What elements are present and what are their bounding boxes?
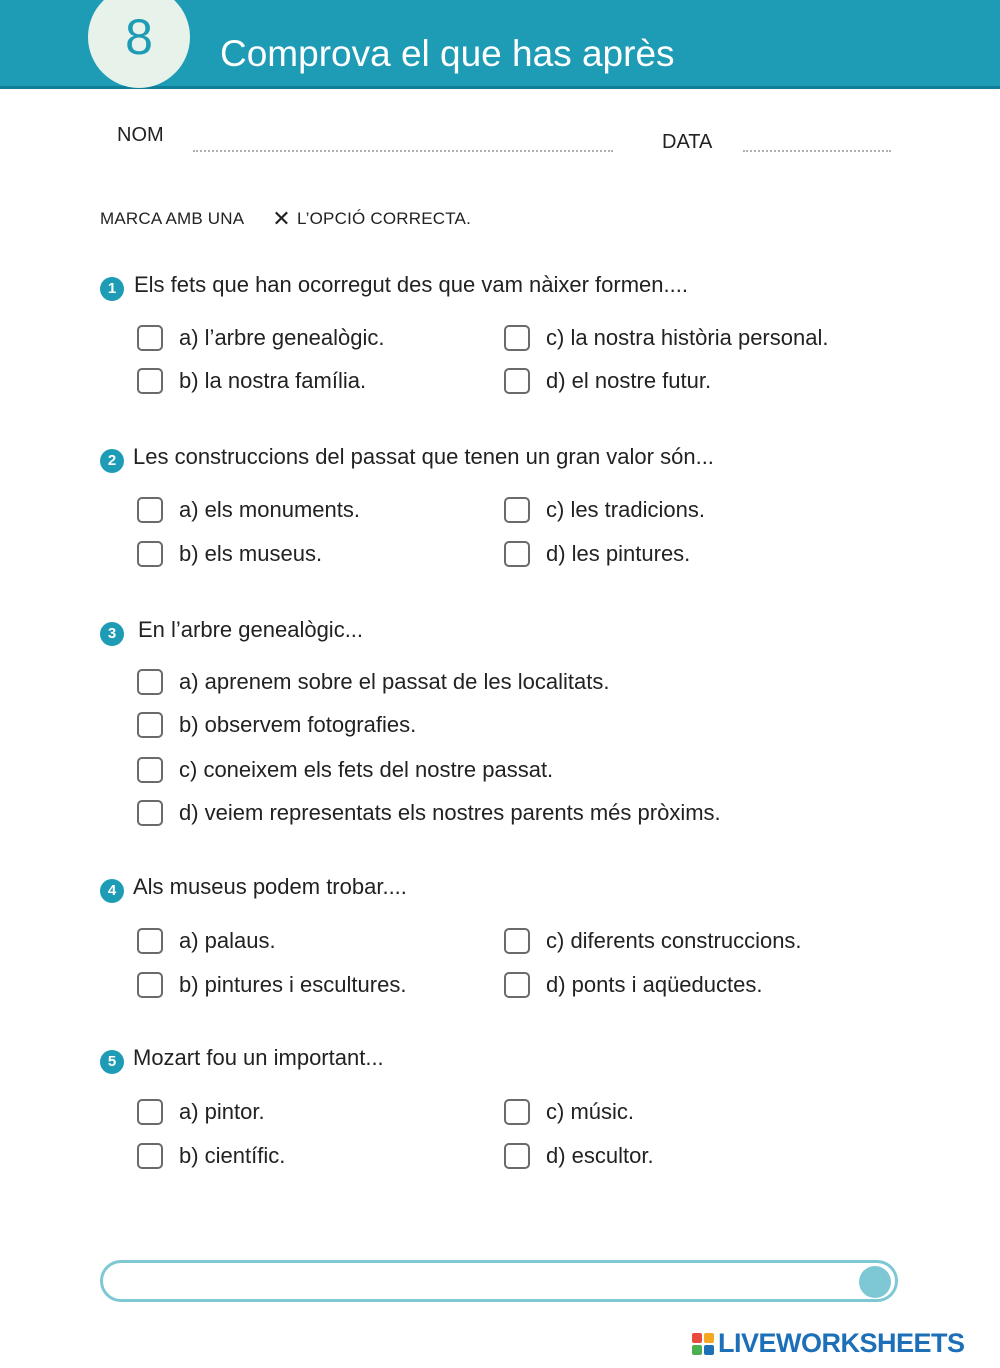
option-item[interactable] — [137, 712, 416, 738]
checkbox[interactable] — [504, 928, 530, 954]
checkbox[interactable] — [137, 800, 163, 826]
checkbox[interactable] — [504, 325, 530, 351]
option-label: a) pintor. — [179, 1099, 265, 1124]
question-text: En l’arbre genealògic... — [138, 617, 364, 642]
question-text: Mozart fou un important... — [133, 1045, 384, 1070]
name-label: NOM — [117, 124, 164, 146]
question-text: Als museus podem trobar.... — [133, 874, 407, 899]
question-number: 4 — [100, 879, 124, 903]
question-number: 3 — [100, 622, 124, 646]
checkbox[interactable] — [137, 368, 163, 394]
option-item[interactable] — [504, 1143, 654, 1169]
date-label: DATA — [662, 131, 713, 153]
option-item[interactable] — [137, 972, 406, 998]
checkbox[interactable] — [137, 1099, 163, 1125]
option-label: a) aprenem sobre el passat de les localitats. — [179, 669, 610, 694]
question-text: Els fets que han ocorregut des que vam nàixer formen.... — [134, 272, 688, 297]
option-label: c) la nostra història personal. — [546, 325, 829, 350]
option-label: d) veiem representats els nostres parents més pròxims. — [179, 800, 721, 825]
liveworksheets-logo — [692, 1328, 965, 1359]
option-label: c) diferents construccions. — [546, 928, 802, 953]
option-label: c) les tradicions. — [546, 497, 705, 522]
option-label: c) músic. — [546, 1099, 634, 1124]
question-number: 2 — [100, 449, 124, 473]
question-number: 1 — [100, 277, 124, 301]
checkbox[interactable] — [137, 541, 163, 567]
question-text: Les construccions del passat que tenen un gran valor són... — [133, 444, 714, 469]
option-item[interactable] — [504, 928, 802, 954]
option-item[interactable] — [137, 325, 384, 351]
option-item[interactable] — [504, 541, 690, 567]
option-label: b) científic. — [179, 1143, 286, 1168]
option-label: b) observem fotografies. — [179, 712, 417, 737]
checkbox[interactable] — [137, 757, 163, 783]
checkbox[interactable] — [137, 1143, 163, 1169]
brand-text: LIVEWORKSHEETS — [718, 1328, 965, 1358]
checkbox[interactable] — [137, 928, 163, 954]
option-item[interactable] — [137, 541, 322, 567]
question-number: 5 — [100, 1050, 124, 1074]
option-label: d) escultor. — [546, 1143, 654, 1168]
option-label: a) els monuments. — [179, 497, 360, 522]
instruction-text-after: L’OPCIÓ CORRECTA. — [296, 209, 471, 228]
option-label: c) coneixem els fets del nostre passat. — [179, 757, 554, 782]
liveworksheets-grid-icon — [692, 1333, 714, 1355]
option-item[interactable] — [504, 325, 828, 351]
option-item[interactable] — [137, 368, 366, 394]
option-item[interactable] — [137, 1099, 265, 1125]
option-item[interactable] — [137, 497, 360, 523]
checkbox[interactable] — [504, 972, 530, 998]
checkbox[interactable] — [137, 669, 163, 695]
cross-mark-icon: ✕ — [272, 206, 291, 231]
instruction — [100, 206, 471, 232]
option-label: d) el nostre futur. — [546, 368, 712, 393]
checkbox[interactable] — [137, 497, 163, 523]
option-item[interactable] — [504, 497, 705, 523]
page-title: Comprova el que has après — [220, 33, 675, 74]
checkbox[interactable] — [137, 325, 163, 351]
option-item[interactable] — [504, 368, 711, 394]
checkbox[interactable] — [137, 972, 163, 998]
unit-number-badge: 8 — [88, 0, 190, 88]
option-label: a) palaus. — [179, 928, 276, 953]
option-item[interactable] — [504, 972, 762, 998]
option-item[interactable] — [137, 757, 553, 783]
checkbox[interactable] — [504, 368, 530, 394]
option-label: b) els museus. — [179, 541, 323, 566]
option-item[interactable] — [137, 1143, 285, 1169]
checkbox[interactable] — [504, 1099, 530, 1125]
option-item[interactable] — [137, 800, 721, 826]
footer-bar-knob — [859, 1266, 891, 1298]
checkbox[interactable] — [504, 1143, 530, 1169]
option-item[interactable] — [137, 928, 276, 954]
date-input-line[interactable] — [743, 150, 891, 152]
checkbox[interactable] — [137, 712, 163, 738]
footer-bar — [100, 1260, 898, 1302]
checkbox[interactable] — [504, 497, 530, 523]
option-label: a) l’arbre genealògic. — [179, 325, 385, 350]
checkbox[interactable] — [504, 541, 530, 567]
option-item[interactable] — [137, 669, 609, 695]
instruction-text-before: MARCA AMB UNA — [100, 209, 245, 228]
option-item[interactable] — [504, 1099, 634, 1125]
option-label: d) les pintures. — [546, 541, 691, 566]
option-label: b) la nostra família. — [179, 368, 367, 393]
option-label: d) ponts i aqüeductes. — [546, 972, 763, 997]
name-input-line[interactable] — [193, 150, 613, 152]
option-label: b) pintures i escultures. — [179, 972, 407, 997]
